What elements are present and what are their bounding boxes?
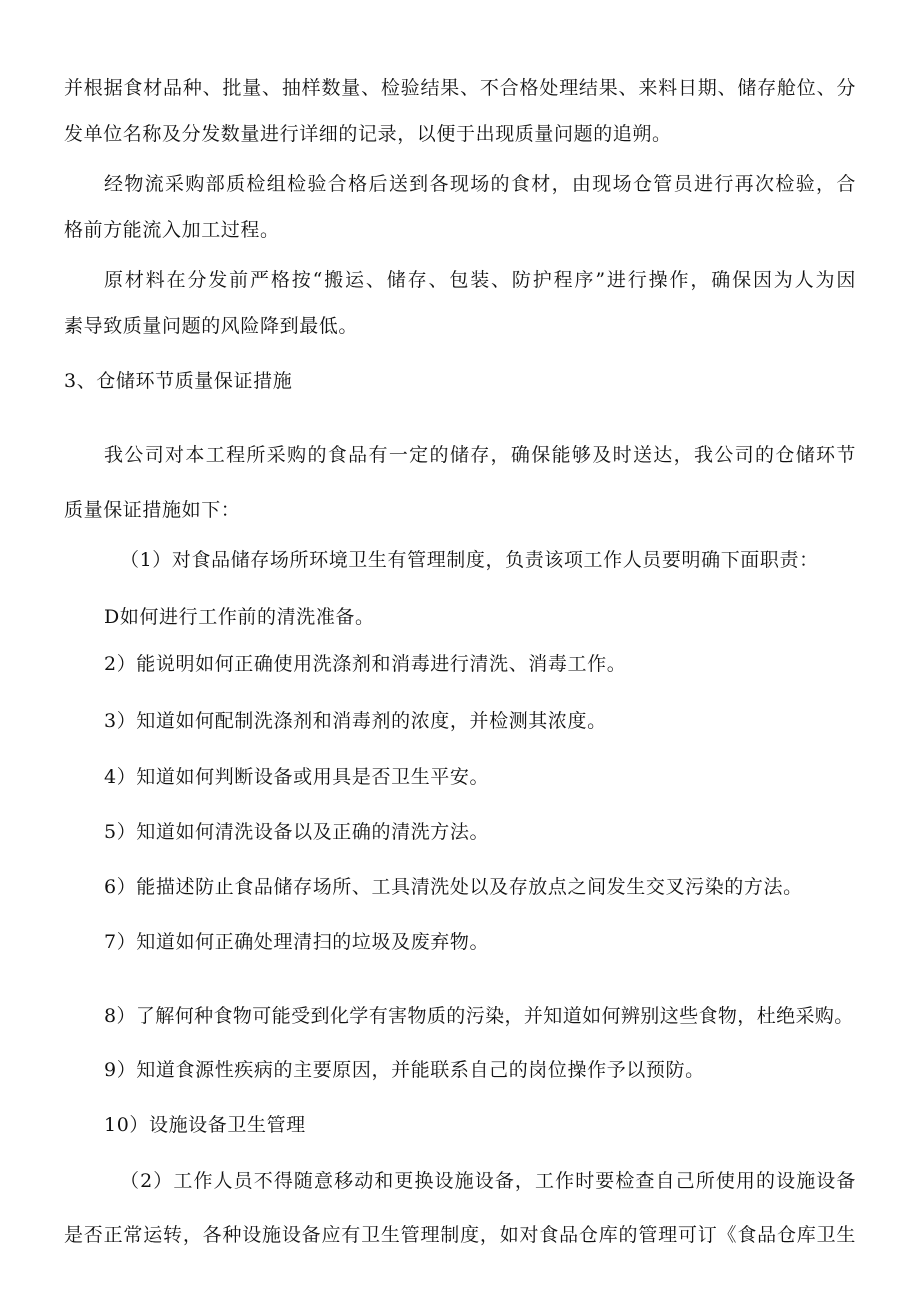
list-item: 7）知道如何正确处理清扫的垃圾及废弃物。	[104, 931, 490, 953]
list-item: 5）知道如何清洗设备以及正确的清洗方法。	[104, 821, 490, 843]
item-1-heading: （1）对食品储存场所环境卫生有管理制度，负责该项工作人员要明确下面职责：	[120, 549, 819, 571]
paragraph-1-line-1: 并根据食材品种、批量、抽样数量、检验结果、不合格处理结果、来料日期、储存舱位、分	[64, 77, 856, 99]
list-item: 10）设施设备卫生管理	[104, 1114, 306, 1136]
list-item: D如何进行工作前的清洗准备。	[104, 606, 375, 628]
list-item: 2）能说明如何正确使用洗涤剂和消毒进行清洗、消毒工作。	[104, 653, 627, 675]
list-item: 9）知道食源性疾病的主要原因，并能联系自己的岗位操作予以预防。	[104, 1059, 705, 1081]
paragraph-2-line-2: 格前方能流入加工过程。	[64, 219, 280, 241]
paragraph-4-line-2: 质量保证措施如下：	[64, 499, 241, 521]
section-heading: 3、仓储环节质量保证措施	[64, 370, 293, 392]
list-item: 8）了解何种食物可能受到化学有害物质的污染，并知道如何辨别这些食物，杜绝采购。	[104, 1005, 854, 1027]
paragraph-3-line-2: 素导致质量问题的风险降到最低。	[64, 315, 359, 337]
list-item: 6）能描述防止食品储存场所、工具清洗处以及存放点之间发生交叉污染的方法。	[104, 876, 803, 898]
paragraph-4-line-1: 我公司对本工程所采购的食品有一定的储存，确保能够及时送达，我公司的仓储环节	[104, 444, 856, 466]
list-item: 3）知道如何配制洗涤剂和消毒剂的浓度，并检测其浓度。	[104, 710, 607, 732]
paragraph-2-line-1: 经物流采购部质检组检验合格后送到各现场的食材，由现场仓管员进行再次检验，合	[104, 173, 856, 195]
item-2-line-1: （2）工作人员不得随意移动和更换设施设备，工作时要检查自己所使用的设施设备	[120, 1170, 856, 1192]
item-2-line-2: 是否正常运转，各种设施设备应有卫生管理制度，如对食品仓库的管理可订《食品仓库卫生	[64, 1224, 856, 1246]
list-item: 4）知道如何判断设备或用具是否卫生平安。	[104, 766, 490, 788]
paragraph-1-line-2: 发单位名称及分发数量进行详细的记录，以便于出现质量问题的追朔。	[64, 123, 672, 145]
paragraph-3-line-1: 原材料在分发前严格按“搬运、储存、包装、防护程序”进行操作，确保因为人为因	[104, 269, 856, 291]
